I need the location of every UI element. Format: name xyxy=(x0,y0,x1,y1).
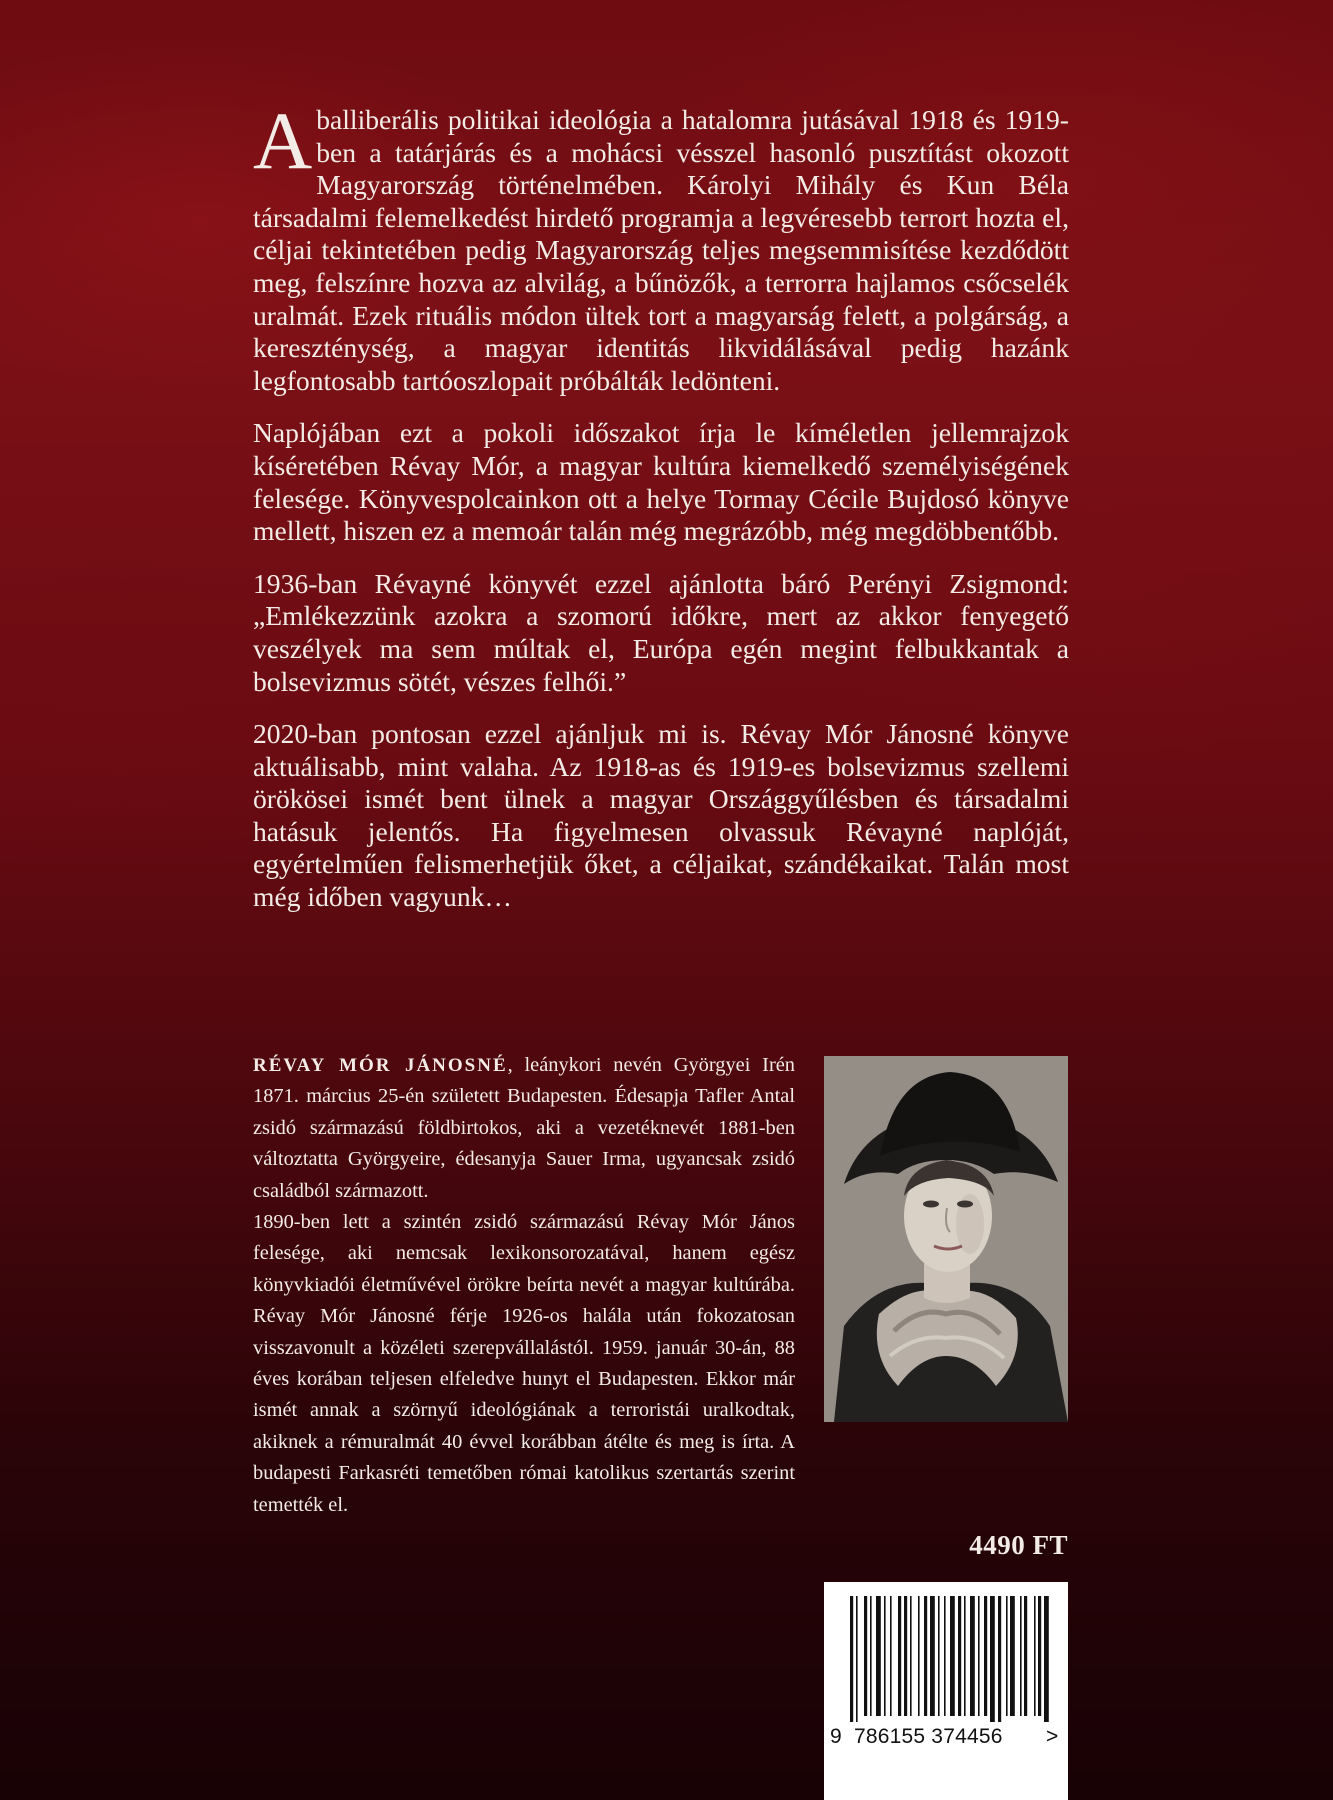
blurb-paragraph-4: 2020-ban pontosan ezzel ajánljuk mi is. Révay Mór Jánosné könyve aktuálisabb, mint valaha. Az 1918-as és 1919-es bolsevizmus szellemi örökösei ismét bent ülnek a magyar Országgyűlésben és társadalmi hatásuk jelentős. Ha figyelmesen olvassuk Révayné naplóját, egyértelműen felismerhetjük őket, a céljaikat, szándékaikat. Talán most még időben vagyunk… xyxy=(253,718,1069,913)
barcode-bar xyxy=(1006,1596,1008,1716)
barcode-bar xyxy=(964,1596,966,1716)
barcode-bar xyxy=(1038,1596,1041,1716)
barcode-bar xyxy=(870,1596,872,1716)
barcode-bar xyxy=(1034,1596,1036,1716)
barcode-bar xyxy=(1020,1596,1022,1716)
barcode-bar xyxy=(970,1596,975,1716)
barcode-bar xyxy=(918,1596,920,1716)
blurb-text xyxy=(253,95,1069,934)
bio-paragraph-1 xyxy=(253,1050,795,1207)
barcode-bar xyxy=(890,1596,892,1716)
barcode-bar xyxy=(864,1596,867,1716)
barcode-bars xyxy=(824,1582,1068,1722)
author-bio xyxy=(253,1050,795,1521)
isbn-digits: 786155 374456 xyxy=(854,1725,1003,1748)
author-name: RÉVAY MÓR JÁNOSNÉ xyxy=(253,1055,508,1076)
barcode-bar xyxy=(910,1596,912,1716)
barcode-bar xyxy=(904,1596,907,1716)
blurb-paragraph-1 xyxy=(253,95,1069,397)
bio-paragraph-1-text: , leánykori nevén Györgyei Irén 1871. március 25-én született Budapesten. Édesapja Tafler Antal zsidó származású földbirtokos, aki a vezetéknevét 1881-ben változtatta Györgyeire, édesanyja Sauer Irma, ugyancsak zsidó családból származott. xyxy=(253,1054,795,1202)
barcode-bar xyxy=(984,1596,987,1716)
barcode-bar xyxy=(950,1596,955,1716)
bio-paragraph-2: 1890-ben lett a szintén zsidó származású Révay Mór János felesége, aki nemcsak lexikonsorozatával, hanem egész könyvkiadói életművével örökre beírta nevét a magyar kultúrába. Révay Mór Jánosné férje 1926-os halála után fokozatosan visszavonult a közéleti szerepvállalástól. 1959. január 30-án, 88 éves korában teljesen elfeledve hunyt el Budapesten. Ekkor már ismét annak a szörnyű ideológiának a terroristái uralkodtak, akiknek a rémuralmát 40 évvel korábban átélte és meg is írta. A budapesti Farkasréti temetőben római katolikus szertartás szerint temették el. xyxy=(253,1211,795,1516)
barcode-bar xyxy=(930,1596,935,1716)
barcode-bar xyxy=(944,1596,946,1716)
author-portrait xyxy=(824,1056,1068,1422)
drop-cap: A xyxy=(253,95,313,186)
isbn-barcode xyxy=(824,1582,1068,1800)
barcode-bar xyxy=(884,1596,886,1716)
barcode-bar xyxy=(938,1596,940,1716)
barcode-bar xyxy=(990,1596,995,1722)
price-tag: 4490 FT xyxy=(969,1530,1068,1560)
barcode-bar xyxy=(850,1596,853,1722)
isbn-first-digit: 9 xyxy=(830,1725,842,1748)
barcode-bar xyxy=(978,1596,980,1716)
barcode-bar xyxy=(998,1596,1001,1722)
barcode-bar xyxy=(856,1596,858,1722)
barcode-bar xyxy=(924,1596,927,1716)
blurb-paragraph-3: 1936-ban Révayné könyvét ezzel ajánlotta báró Perényi Zsigmond: „Emlékezzünk azokra a szomorú időkre, mert az akkor fenyegető veszélyek ma sem múltak el, Európa egén megint felbukkantak a bolsevizmus sötét, vészes felhői.” xyxy=(253,567,1069,697)
barcode-bar xyxy=(898,1596,901,1716)
barcode-bar xyxy=(1010,1596,1015,1716)
isbn-end-mark: > xyxy=(1046,1725,1059,1748)
barcode-bar xyxy=(1044,1596,1049,1722)
barcode-bar xyxy=(1024,1596,1027,1716)
portrait-illustration xyxy=(824,1056,1068,1422)
barcode-bar xyxy=(958,1596,961,1716)
blurb-paragraph-2: Naplójában ezt a pokoli időszakot írja le kíméletlen jellemrajzok kíséretében Révay Mór, a magyar kultúra kiemelkedő személyiségének felesége. Könyvespolcainkon ott a helye Tormay Cécile Bujdosó könyve mellett, hiszen ez a memoár talán még megrázóbb, még megdöbbentőbb. xyxy=(253,417,1069,547)
barcode-bar xyxy=(876,1596,881,1716)
blurb-paragraph-1-text: balliberális politikai ideológia a hatalomra jutásával 1918 és 1919-ben a tatárjárás és a mohácsi vésszel hasonló pusztítást okozott Magyarország történelmében. Károlyi Mihály és Kun Béla társadalmi felemelkedést hirdető programja a legvéresebb terrort hozta el, céljai tekintetében pedig Magyarország teljes megsemmisítése kezdődött meg, felszínre hozva az alvilág, a bűnözők, a terrorra hajlamos csőcselék uralmát. Ezek rituális módon ültek tort a magyarság felett, a polgárság, a kereszténység, a magyar identitás likvidálásával pedig hazánk legfontosabb tartóoszlopait próbálták ledönteni. xyxy=(253,104,1069,396)
